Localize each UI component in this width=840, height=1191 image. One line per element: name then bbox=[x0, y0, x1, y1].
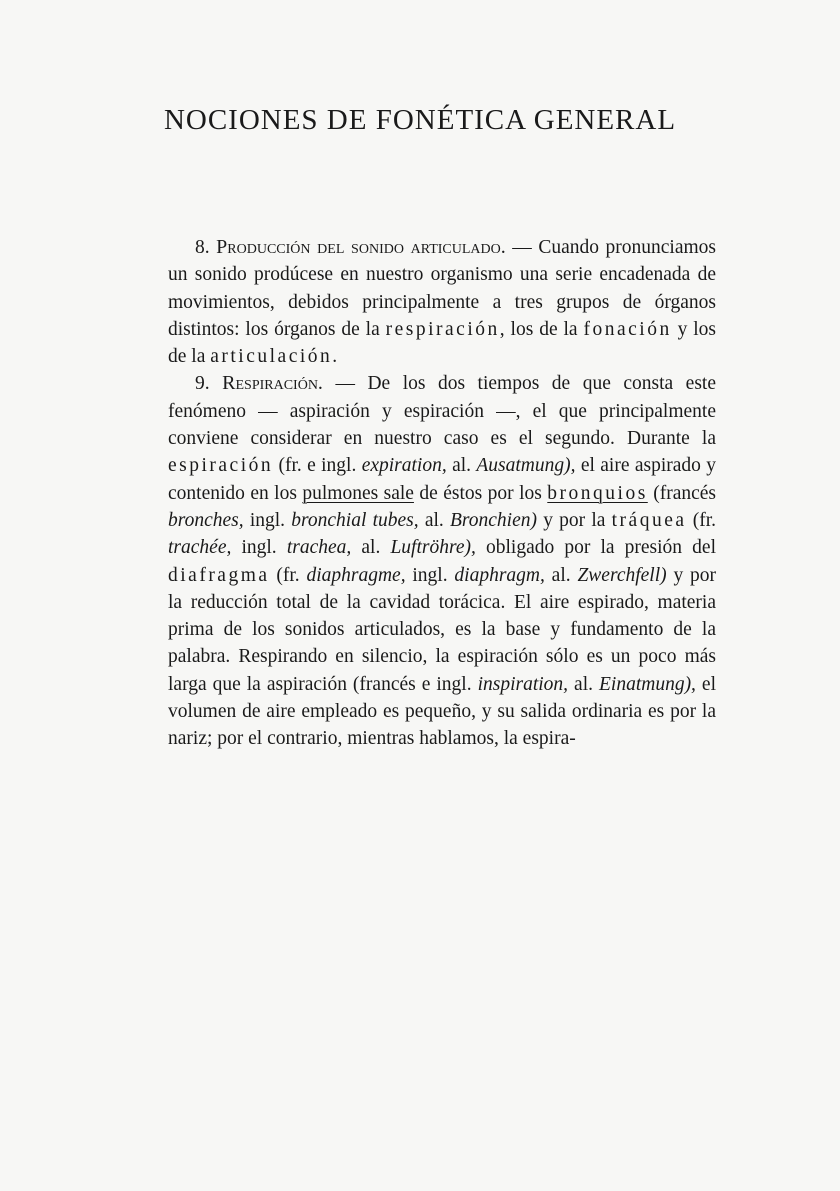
text-run: ingl. bbox=[405, 564, 455, 586]
running-head: NOCIONES DE FONÉTICA GENERAL bbox=[163, 104, 677, 136]
underlined-term: pulmones sale bbox=[302, 482, 414, 504]
spaced-term: tráquea bbox=[611, 509, 687, 531]
foreign-term: Bronchien) bbox=[449, 509, 537, 531]
paragraph-9 bbox=[168, 370, 716, 752]
section-heading: Producción del sonido articulado. bbox=[216, 236, 506, 258]
text-run: y por la reducción total de la cavidad torácica. El aire espirado, materia prima de los sonidos articulados, es la base y fundamento de la palabra. Respirando en silencio, la espiración sólo es un poco más larga que la aspiración (francés e ingl. bbox=[168, 564, 717, 695]
text-run: el aire aspirado y contenido en los bbox=[168, 455, 716, 504]
section-heading: Respiración. bbox=[222, 372, 323, 395]
foreign-term: bronches, bbox=[168, 509, 244, 531]
spaced-term: diafragma bbox=[168, 564, 270, 586]
foreign-term: diaphragm, bbox=[454, 564, 545, 586]
text-run: al. bbox=[446, 455, 477, 477]
foreign-term: Einatmung), bbox=[598, 673, 696, 695]
text-run: obligado por la presión del bbox=[475, 537, 716, 559]
foreign-term: bronchial tubes, bbox=[291, 509, 419, 531]
text-run: el volumen de aire empleado es pequeño, y su salida ordinaria es por la nariz; por el contrario, mientras hablamos, la espira- bbox=[168, 673, 716, 750]
text-run: (fr. bbox=[269, 564, 307, 586]
underlined-term: bronquios bbox=[547, 482, 648, 504]
spaced-term: articulación bbox=[210, 346, 333, 368]
section-number: 8. bbox=[195, 237, 210, 258]
foreign-term: trachea, bbox=[286, 537, 352, 559]
foreign-term: trachée, bbox=[168, 537, 232, 559]
body-text bbox=[168, 234, 716, 753]
section-number: 9. bbox=[195, 373, 210, 395]
text-run: ingl. bbox=[243, 509, 292, 531]
text-run: y por la bbox=[536, 509, 612, 531]
text-run: (fr. e ingl. bbox=[273, 455, 362, 477]
foreign-term: Zwerchfell) bbox=[577, 564, 667, 586]
foreign-term: Luftröhre), bbox=[390, 537, 476, 559]
text-run: al. bbox=[418, 509, 450, 531]
foreign-term: diaphragme, bbox=[306, 564, 406, 586]
paragraph-8 bbox=[168, 234, 716, 370]
text-run: al. bbox=[544, 564, 578, 586]
spaced-term: espiración bbox=[168, 455, 274, 477]
spaced-term: respiración bbox=[385, 318, 500, 340]
foreign-term: Ausatmung), bbox=[476, 455, 576, 477]
text-run: al. bbox=[351, 537, 391, 559]
foreign-term: expiration, bbox=[361, 455, 447, 477]
text-run: — De los dos tiempos de que consta este fenómeno — aspiración y espiración —, el que principalmente conviene considerar en nuestro caso es el segundo. Durante la bbox=[168, 373, 717, 450]
text-run: y los de la bbox=[168, 318, 717, 368]
text-run: . bbox=[332, 346, 338, 368]
text-run: (fr. bbox=[686, 509, 716, 531]
text-run: — Cuando pronunciamos un sonido prodúcese en nuestro organismo una serie encadenada de movimientos, debidos principalmente a tres grupos de órganos distintos: los órganos de la bbox=[168, 237, 717, 340]
text-run: (francés bbox=[647, 482, 716, 504]
text-run: , los de la bbox=[499, 318, 584, 340]
text-run: al. bbox=[568, 673, 599, 695]
text-run: ingl. bbox=[231, 537, 287, 559]
text-run: de éstos por los bbox=[413, 482, 548, 504]
spaced-term: fonación bbox=[583, 318, 672, 340]
foreign-term: inspiration, bbox=[477, 673, 569, 695]
